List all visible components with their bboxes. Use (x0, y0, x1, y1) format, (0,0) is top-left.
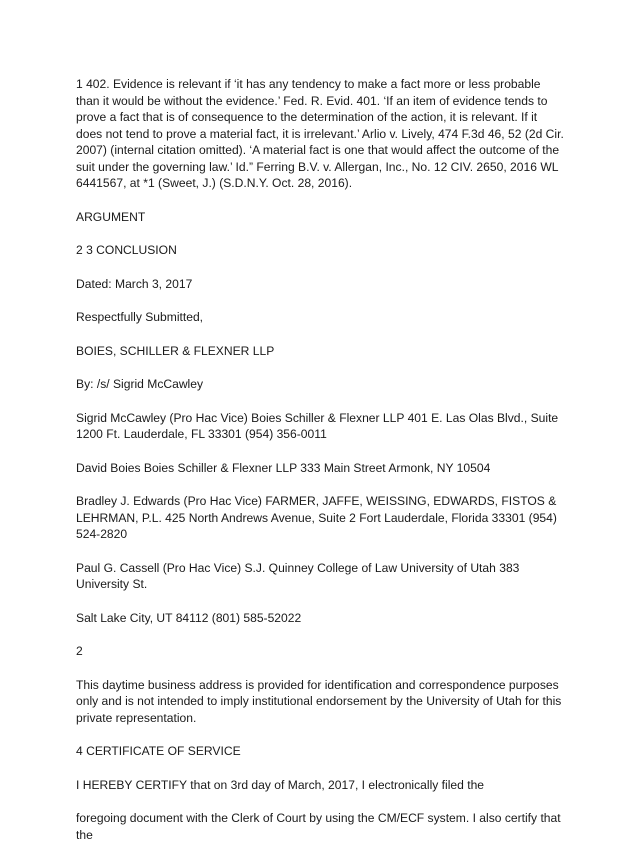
closing-line: Respectfully Submitted, (76, 310, 204, 324)
section-heading-certificate: 4 CERTIFICATE OF SERVICE (76, 744, 241, 758)
certificate-line-1: I HEREBY CERTIFY that on 3rd day of March, 2017, I electronically filed the (76, 777, 485, 792)
counsel-block-cassell: Paul G. Cassell (Pro Hac Vice) S.J. Quinney College of Law University of Utah 383 University St. (76, 560, 520, 591)
counsel-block-mccawley: Sigrid McCawley (Pro Hac Vice) Boies Schiller & Flexner LLP 401 E. Las Olas Blvd., Suite 1200 Ft. Lauderdale, FL 33301 (954) 356-0011 (76, 410, 559, 441)
certificate-line-2: foregoing document with the Clerk of Court by using the CM/ECF system. I also certify that the (76, 811, 561, 842)
date-line: Dated: March 3, 2017 (76, 276, 193, 291)
footnote-evidence-paragraph: 1 402. Evidence is relevant if ‘it has any tendency to make a fact more or less probable than it would be without the evidence.’ Fed. R. Evid. 401. ‘If an item of evidence tends to prove a fact that is of consequence to the determination of the action, it is relevant. If it does not tend to prove a material fact, it is irrelevant.’ Arlio v. Lively, 474 F.3d 46, 52 (2d Cir. 2007) (internal citation omitted). ‘A material fact is one that would affect the outcome of the suit under the governing law.’ Id.” Ferring B.V. v. Allergan, Inc., No. 12 CIV. 2650, 2016 WL 6441567, at *1 (Sweet, J.) (S.D.N.Y. Oct. 28, 2016). (76, 77, 564, 190)
section-heading-argument: ARGUMENT (76, 209, 146, 224)
counsel-block-boies: David Boies Boies Schiller & Flexner LLP 333 Main Street Armonk, NY 10504 (76, 460, 491, 475)
footnote-number: 2 (76, 644, 83, 658)
counsel-block-edwards: Bradley J. Edwards (Pro Hac Vice) FARMER, JAFFE, WEISSING, EDWARDS, FISTOS & LEHRMAN, P.L. 425 North Andrews Avenue, Suite 2 Fort Lauderdale, Florida 33301 (954) 524-2820 (76, 494, 557, 541)
section-heading-conclusion: 2 3 CONCLUSION (76, 243, 177, 257)
document-body (76, 76, 566, 859)
counsel-block-cassell-city: Salt Lake City, UT 84112 (801) 585-52022 (76, 610, 302, 625)
footnote-university-disclaimer: This daytime business address is provided for identification and correspondence purposes only and is not intended to imply institutional endorsement by the University of Utah for this private representation. (76, 677, 562, 725)
signature-line: By: /s/ Sigrid McCawley (76, 377, 204, 391)
firm-name: BOIES, SCHILLER & FLEXNER LLP (76, 343, 275, 358)
